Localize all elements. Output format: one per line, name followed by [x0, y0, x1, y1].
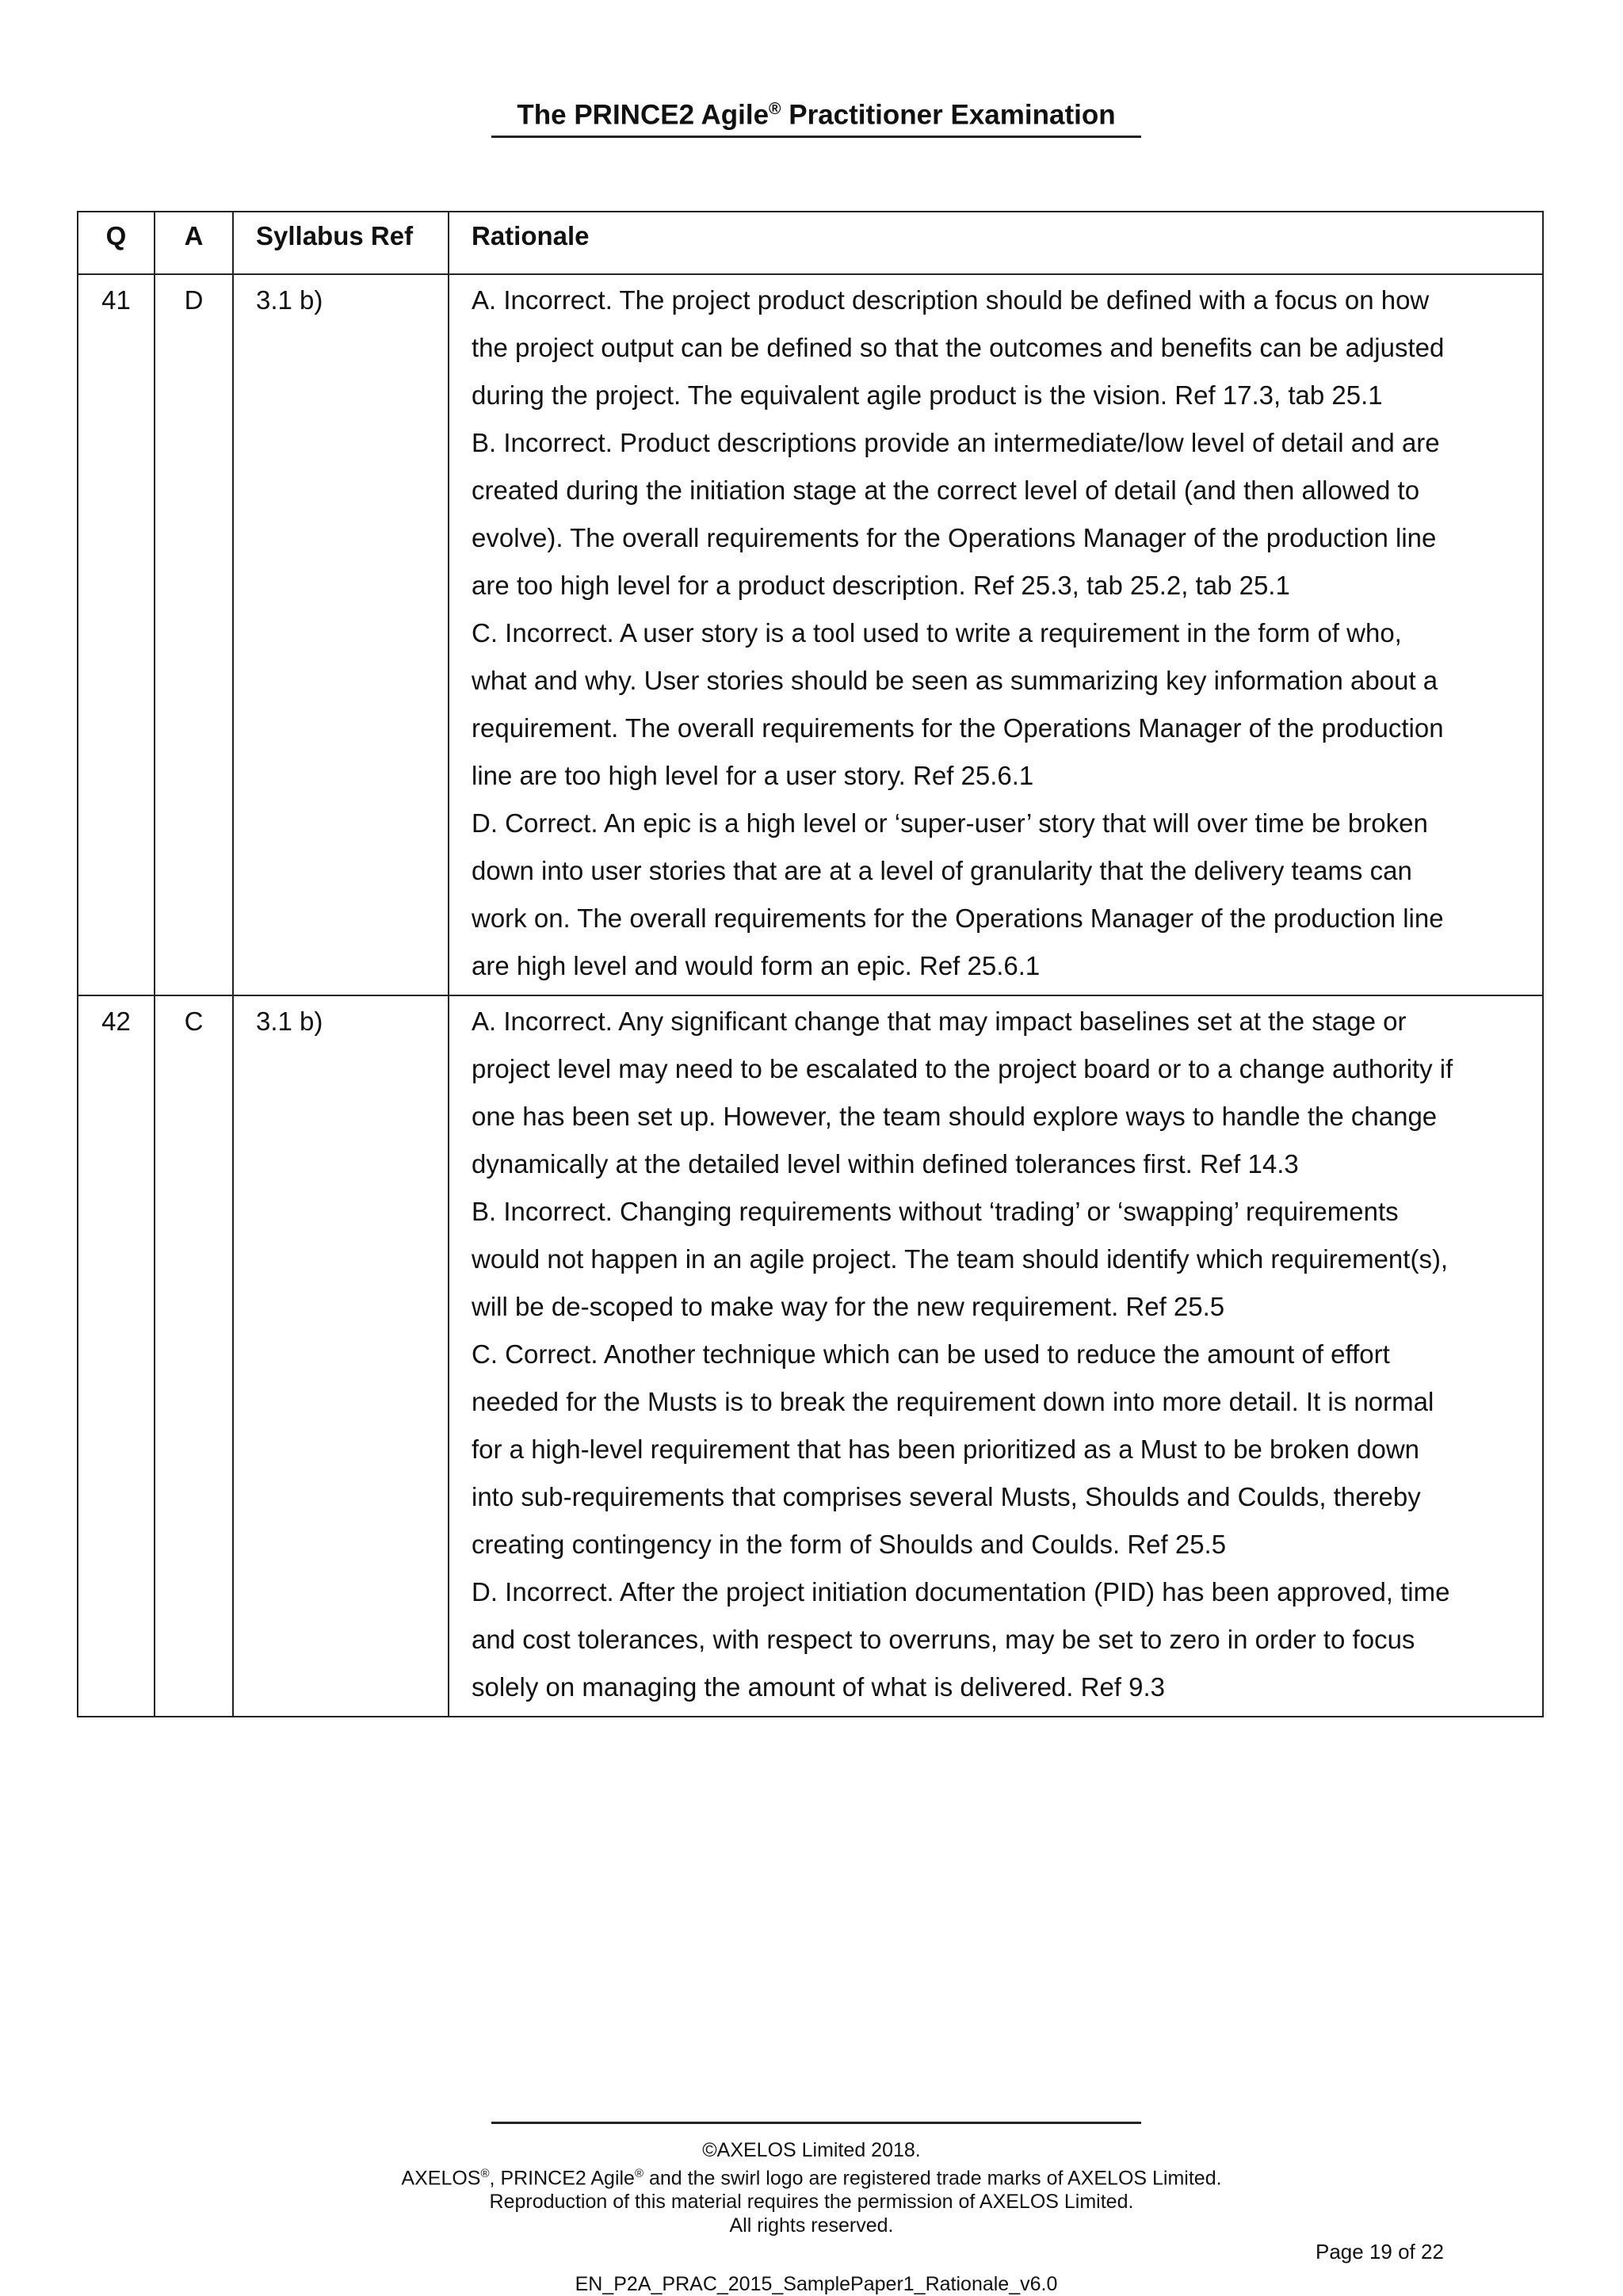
rationale-line: project level may need to be escalated to the project board or to a change authority if	[472, 1054, 1453, 1083]
page-header-title	[491, 89, 1141, 136]
rationale-line: dynamically at the detailed level within defined tolerances first. Ref 14.3	[472, 1149, 1299, 1179]
rationale-line: created during the initiation stage at the correct level of detail (and then allowed to	[472, 476, 1420, 505]
footer	[217, 2138, 1406, 2237]
table-row	[78, 274, 1543, 995]
footer-rights: All rights reserved.	[729, 2214, 894, 2237]
title-main-text: The PRINCE2 Agile	[517, 99, 769, 131]
column-header-syllabus-ref: Syllabus Ref	[233, 212, 449, 274]
rationale-line: and cost tolerances, with respect to overruns, may be set to zero in order to focus	[472, 1625, 1415, 1654]
question-number-cell: 41	[78, 274, 155, 995]
rationale-line: during the project. The equivalent agile product is the vision. Ref 17.3, tab 25.1	[472, 380, 1383, 410]
answer-cell: C	[155, 995, 233, 1717]
rationale-line: down into user stories that are at a level of granularity that the delivery teams can	[472, 856, 1412, 885]
rationale-line: what and why. User stories should be seen as summarizing key information about a	[472, 666, 1438, 695]
header-divider	[491, 136, 1141, 138]
rationale-line: are too high level for a product description. Ref 25.3, tab 25.2, tab 25.1	[472, 571, 1290, 600]
rationale-line: for a high-level requirement that has been prioritized as a Must to be broken down	[472, 1435, 1420, 1464]
rationale-cell	[449, 274, 1543, 995]
rationale-line: work on. The overall requirements for the Operations Manager of the production line	[472, 904, 1444, 933]
registered-mark: ®	[634, 2167, 644, 2180]
footer-reproduction-notice: Reproduction of this material requires the permission of AXELOS Limited.	[489, 2191, 1134, 2214]
page-number: Page 19 of 22	[1316, 2240, 1444, 2264]
rationale-line: the project output can be defined so that the outcomes and benefits can be adjusted	[472, 333, 1445, 362]
syllabus-ref-cell: 3.1 b)	[233, 995, 449, 1717]
rationale-cell	[449, 995, 1543, 1717]
rationale-line: one has been set up. However, the team should explore ways to handle the change	[472, 1102, 1438, 1131]
registered-mark: ®	[769, 100, 781, 118]
footer-copyright: ©AXELOS Limited 2018.	[702, 2139, 921, 2161]
rationale-line: will be de-scoped to make way for the new requirement. Ref 25.5	[472, 1292, 1225, 1321]
trademark-axelos: AXELOS	[401, 2167, 481, 2190]
title-suffix-text: Practitioner Examination	[781, 99, 1116, 131]
syllabus-ref-cell: 3.1 b)	[233, 274, 449, 995]
table-row	[78, 995, 1543, 1717]
rationale-line: would not happen in an agile project. The team should identify which requirement(s),	[472, 1244, 1449, 1274]
question-number-cell: 42	[78, 995, 155, 1717]
rationale-line: requirement. The overall requirements for the Operations Manager of the production	[472, 713, 1444, 743]
rationale-line: are high level and would form an epic. Ref 25.6.1	[472, 951, 1041, 980]
rationale-line: A. Incorrect. The project product description should be defined with a focus on how	[472, 285, 1430, 315]
registered-mark: ®	[480, 2167, 490, 2180]
rationale-line: B. Incorrect. Changing requirements without ‘trading’ or ‘swapping’ requirements	[472, 1197, 1399, 1226]
rationale-line: C. Correct. Another technique which can be used to reduce the amount of effort	[472, 1339, 1390, 1369]
column-header-answer: A	[155, 212, 233, 274]
rationale-line: solely on managing the amount of what is delivered. Ref 9.3	[472, 1672, 1166, 1702]
table-body	[78, 274, 1543, 1717]
rationale-line: needed for the Musts is to break the requirement down into more detail. It is normal	[472, 1387, 1434, 1416]
rationale-line: evolve). The overall requirements for the Operations Manager of the production line	[472, 523, 1437, 552]
trademark-statement: and the swirl logo are registered trade marks of AXELOS Limited.	[643, 2167, 1222, 2190]
footer-divider	[491, 2122, 1141, 2124]
document-id: EN_P2A_PRAC_2015_SamplePaper1_Rationale_v6.0	[575, 2273, 1058, 2295]
rationale-line: A. Incorrect. Any significant change that may impact baselines set at the stage or	[472, 1007, 1407, 1036]
rationale-line: creating contingency in the form of Shoulds and Coulds. Ref 25.5	[472, 1530, 1227, 1559]
rationale-line: D. Incorrect. After the project initiation documentation (PID) has been approved, time	[472, 1577, 1450, 1606]
rationale-table	[77, 211, 1544, 1717]
rationale-line: B. Incorrect. Product descriptions provide an intermediate/low level of detail and are	[472, 428, 1440, 457]
trademark-prince2: , PRINCE2 Agile	[489, 2167, 635, 2190]
rationale-line: D. Correct. An epic is a high level or ‘super-user’ story that will over time be broken	[472, 808, 1428, 838]
footer-trademarks	[217, 2162, 1406, 2190]
answer-cell: D	[155, 274, 233, 995]
column-header-question: Q	[78, 212, 155, 274]
rationale-line: C. Incorrect. A user story is a tool used to write a requirement in the form of who,	[472, 618, 1402, 648]
rationale-line: line are too high level for a user story. Ref 25.6.1	[472, 761, 1034, 790]
table-header-row	[78, 212, 1543, 274]
rationale-line: into sub-requirements that comprises several Musts, Shoulds and Coulds, thereby	[472, 1482, 1421, 1511]
column-header-rationale: Rationale	[449, 212, 1543, 274]
